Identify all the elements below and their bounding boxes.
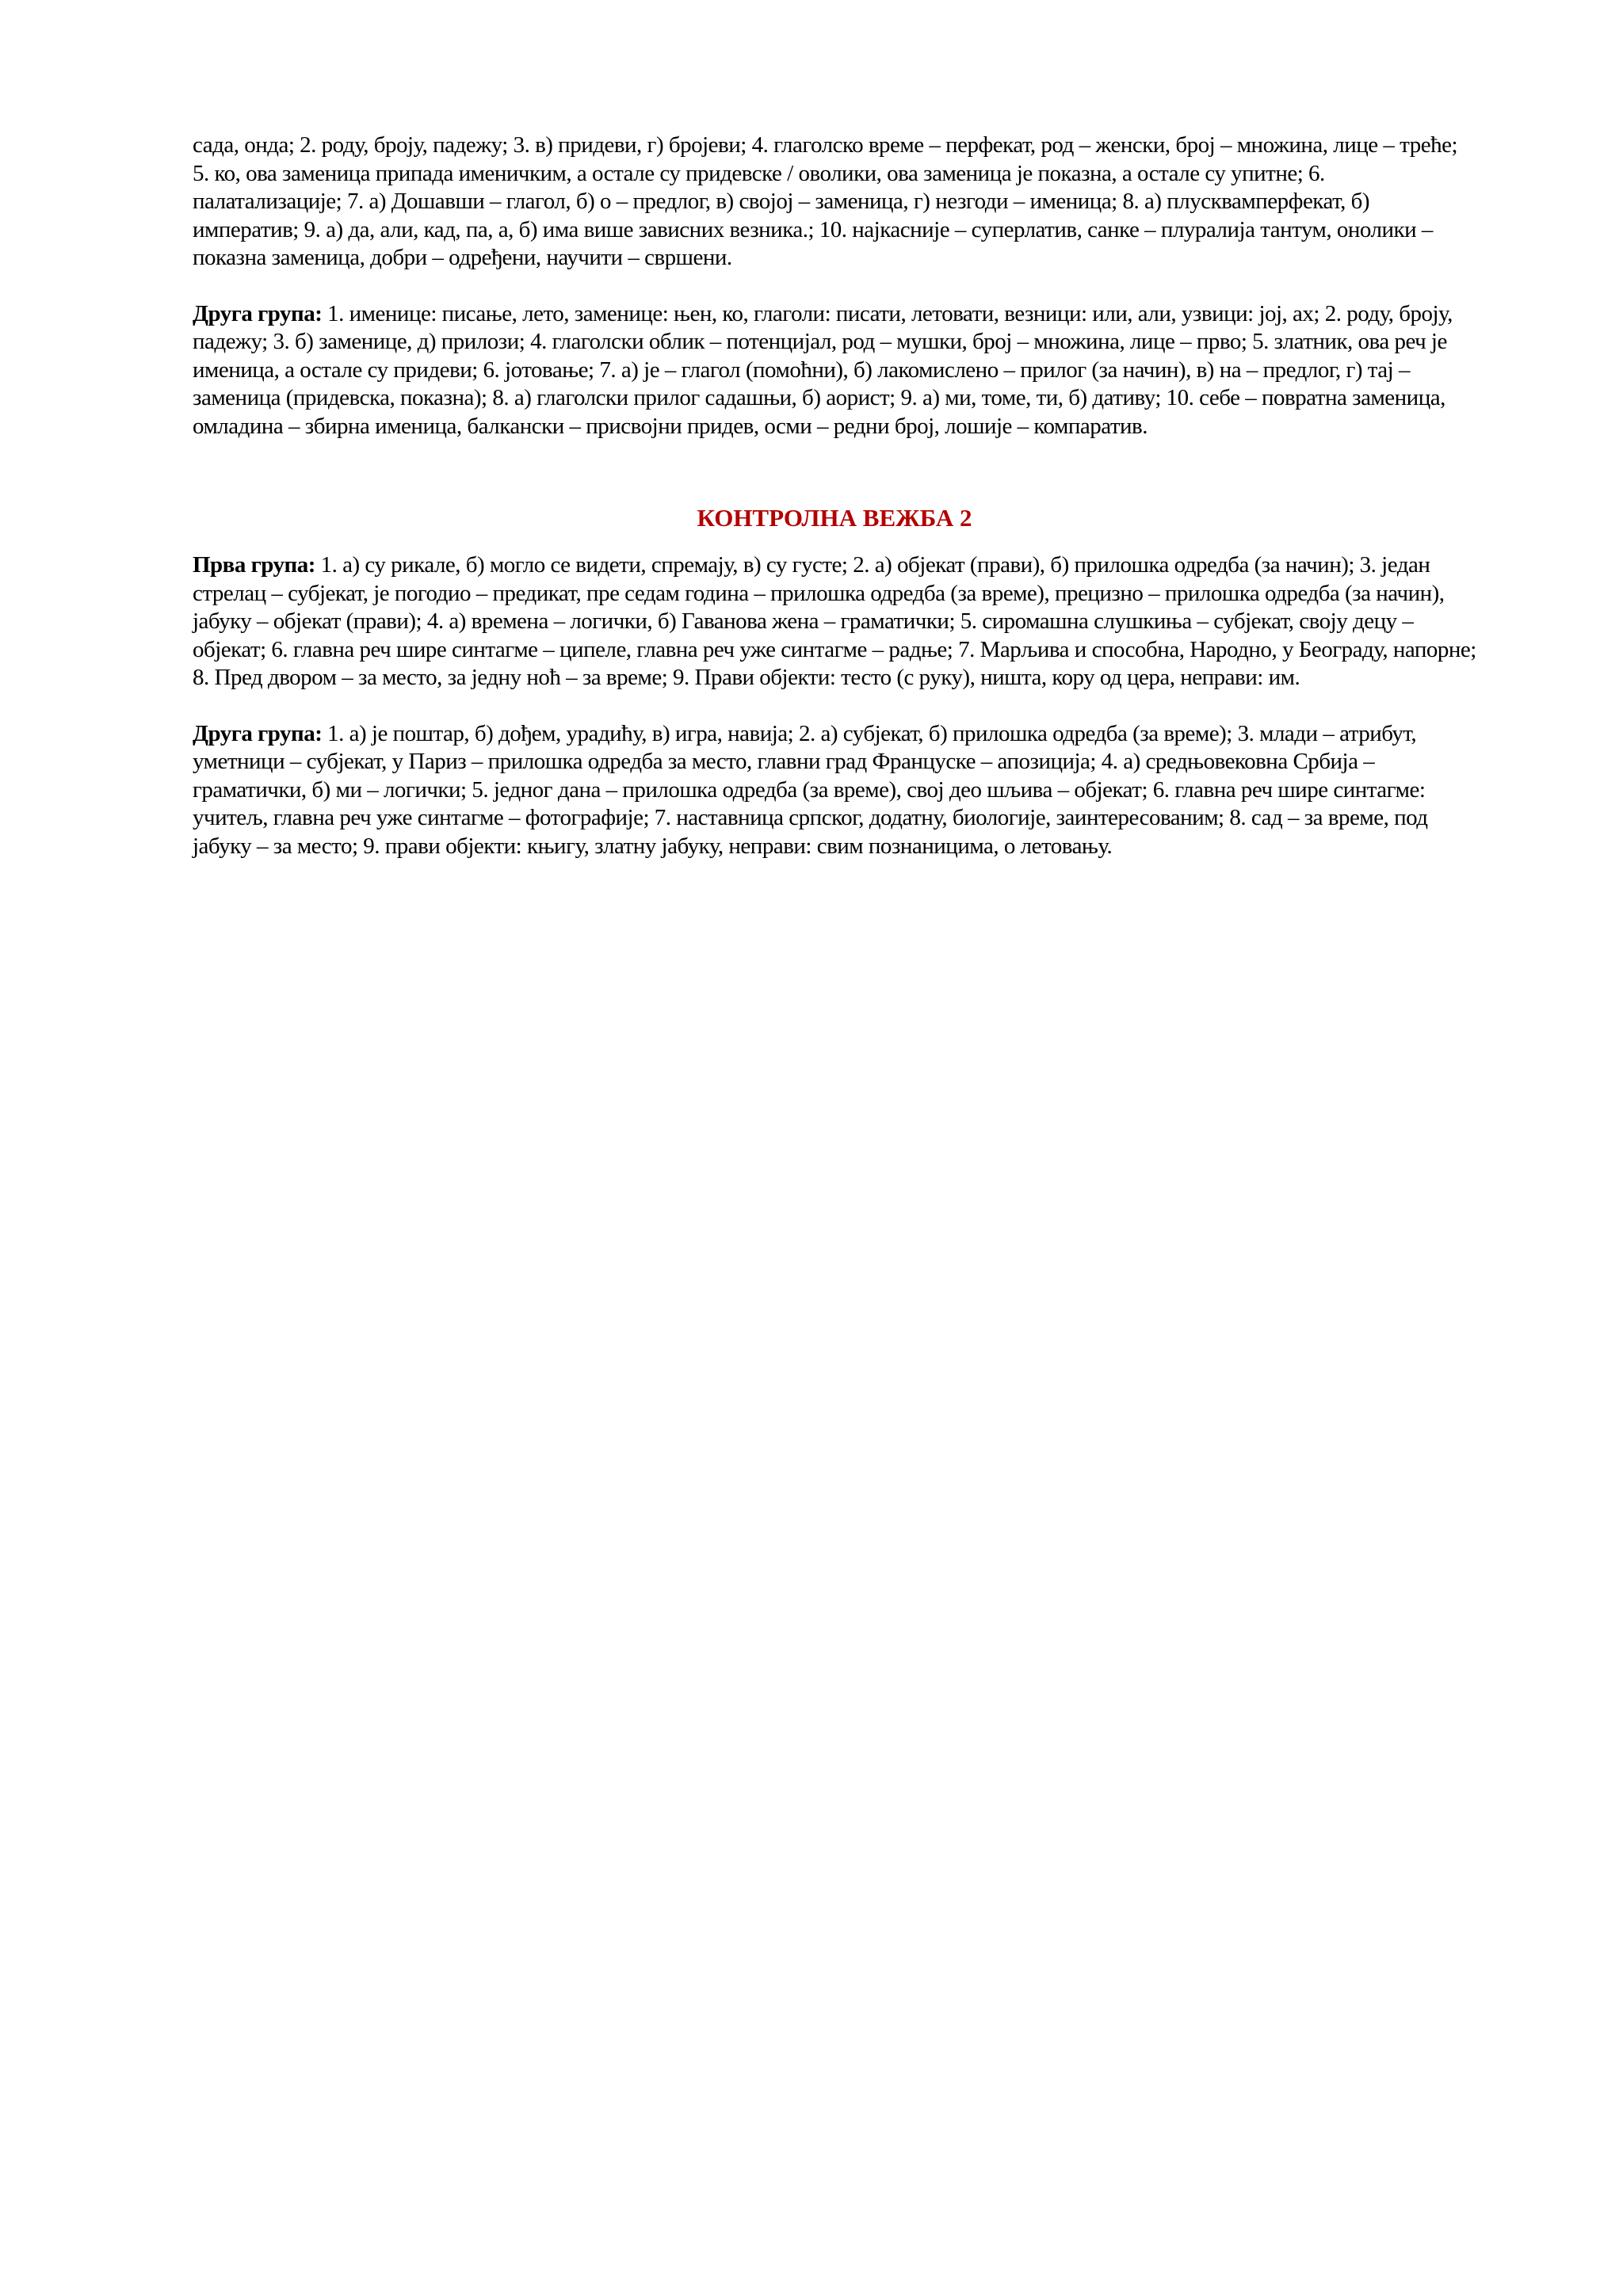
section-heading: КОНТРОЛНА ВЕЖБА 2	[697, 504, 972, 532]
answers-paragraph-continued	[193, 132, 1476, 273]
answers-paragraph-group-2	[193, 720, 1476, 861]
document-page	[193, 132, 1476, 888]
group-label: Друга група:	[193, 300, 323, 326]
answers-paragraph-group-1	[193, 551, 1476, 692]
group-label: Прва група:	[193, 552, 315, 578]
paragraph-text: 1. а) су рикале, б) могло се видети, спремају, в) су густе; 2. а) објекат (прави), б) прилошка одредба (за начин); 3. један стрелац – субјекат, је погодио – предикат, пре седам година – прилошка одредба (за време), прецизно – прилошка одредба (за начин), јабуку – објекат (прави); 4. а) времена – логички, б) Гаванова жена – граматички; 5. сиромашна слушкиња – субјекат, своју децу – објекат; 6. главна реч шире синтагме – ципеле, главна реч уже синтагме – радње; 7. Марљива и способна, Народно, у Београду, напорне; 8. Пред двором – за место, за једну ноћ – за време; 9. Прави објекти: тесто (с руку), ништа, кору од цера, неправи: им.	[193, 552, 1476, 690]
paragraph-text: 1. именице: писање, лето, заменице: њен, ко, глаголи: писати, летовати, везници: или, али, узвици: јој, ах; 2. роду, броју, падежу; 3. б) заменице, д) прилози; 4. глаголски облик – потенцијал, род – мушки, број – множина, лице – прво; 5. златник, ова реч је именица, а остале су придеви; 6. јотовање; 7. а) је – глагол (помоћни), б) лакомислено – прилог (за начин), в) на – предлог, г) тај – заменица (придевска, показна); 8. а) глаголски прилог садашњи, б) аорист; 9. а) ми, томе, ти, б) дативу; 10. себе – повратна заменица, омладина – збирна именица, балкански – присвојни придев, осми – редни број, лошије – компаратив.	[193, 300, 1453, 439]
group-label: Друга група:	[193, 720, 323, 746]
paragraph-text: сада, онда; 2. роду, броју, падежу; 3. в) придеви, г) бројеви; 4. глаголско време – перфекат, род – женски, број – множина, лице – треће; 5. ко, ова заменица припада именичким, а остале су придевске / оволики, ова заменица је показна, а остале су упитне; 6. палатализације; 7. а) Дошавши – глагол, б) о – предлог, в) својој – заменица, г) незгоди – именица; 8. а) плусквамперфекат, б) императив; 9. а) да, али, кад, па, а, б) има више зависних везника.; 10. најкасније – суперлатив, санке – плуралија тантум, онолики – показна заменица, добри – одређени, научити – свршени.	[193, 132, 1457, 270]
paragraph-text: 1. а) је поштар, б) дођем, урадићу, в) игра, навија; 2. а) субјекат, б) прилошка одредба (за време); 3. млади – атрибут, уметници – субјекат, у Париз – прилошка одредба за место, главни град Француске – апозиција; 4. а) средњовековна Србија – граматички, б) ми – логички; 5. једног дана – прилошка одредба (за време), свој део шљива – објекат; 6. главна реч шире синтагме: учитељ, главна реч уже синтагме – фотографије; 7. наставница српског, додатну, биологије, заинтересованим; 8. сад – за време, под јабуку – за место; 9. прави објекти: књигу, златну јабуку, неправи: свим познаницима, о летовању.	[193, 720, 1428, 859]
answers-paragraph-group-2	[193, 300, 1476, 441]
